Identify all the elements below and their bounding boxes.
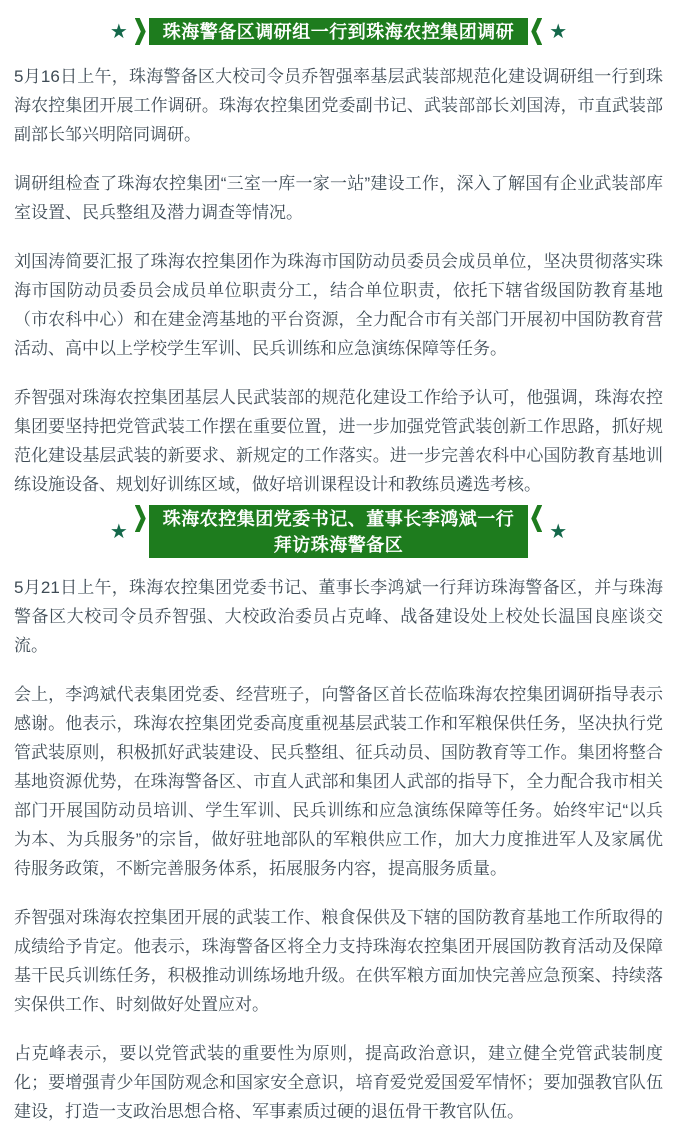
section-visit-report-2 [14, 505, 663, 1126]
ribbon-notch-left-icon [135, 18, 146, 45]
star-icon: ★ [549, 520, 568, 543]
paragraph: 5月16日上午，珠海警备区大校司令员乔智强率基层武装部规范化建设调研组一行到珠海农控集团开展工作调研。珠海农控集团党委副书记、武装部部长刘国涛，市直武装部副部长邹兴明陪同调研。 [14, 67, 663, 144]
paragraph: 乔智强对珠海农控集团基层人民武装部的规范化建设工作给予认可，他强调，珠海农控集团要坚持把党管武装工作摆在重要位置，进一步加强党管武装创新工作思路，抓好规范化建设基层武装的新要求、新规定的工作落实。进一步完善农科中心国防教育基地训练设施设备、规划好训练区域，做好培训课程设计和教练员遴选考核。 [14, 388, 663, 494]
section-1-title-ribbon [149, 18, 529, 45]
section-2-title-ribbon [149, 505, 529, 558]
paragraph: 5月21日上午，珠海农控集团党委书记、董事长李鸿斌一行拜访珠海警备区，并与珠海警备区大校司令员乔智强、大校政治委员占克峰、战备建设处上校处长温国良座谈交流。 [14, 578, 663, 655]
section-visit-report-1 [14, 18, 663, 499]
section-title-line: 拜访珠海警备区 [273, 535, 404, 555]
star-icon: ★ [109, 520, 128, 543]
star-icon: ★ [109, 20, 128, 43]
paragraph: 占克峰表示，要以党管武装的重要性为原则，提高政治意识，建立健全党管武装制度化；要增强青少年国防观念和国家安全意识，培育爱党爱国爱军情怀；要加强教官队伍建设，打造一支政治思想合格、军事素质过硬的退伍骨干教官队伍。 [14, 1044, 663, 1121]
section-1-body [14, 62, 663, 499]
ribbon-notch-right-icon [531, 18, 542, 45]
ribbon-notch-right-icon [531, 505, 542, 532]
section-title-line: 珠海警备区调研组一行到珠海农控集团调研 [162, 22, 515, 42]
ribbon-notch-left-icon [135, 505, 146, 532]
section-2-banner [14, 505, 663, 558]
paragraph: 刘国涛简要汇报了珠海农控集团作为珠海市国防动员委员会成员单位，坚决贯彻落实珠海市国防动员委员会成员单位职责分工，结合单位职责，依托下辖省级国防教育基地（市农科中心）和在建金湾基地的平台资源，全力配合市有关部门开展初中国防教育营活动、高中以上学校学生军训、民兵训练和应急演练保障等任务。 [14, 252, 663, 358]
section-1-banner [14, 18, 663, 45]
paragraph: 调研组检查了珠海农控集团“三室一库一家一站”建设工作，深入了解国有企业武装部库室设置、民兵整组及潜力调查等情况。 [14, 174, 663, 222]
section-2-body [14, 573, 663, 1126]
paragraph: 乔智强对珠海农控集团开展的武装工作、粮食保供及下辖的国防教育基地工作所取得的成绩给予肯定。他表示，珠海警备区将全力支持珠海农控集团开展国防教育活动及保障基干民兵训练任务，积极推动训练场地升级。在供军粮方面加快完善应急预案、持续落实保供工作、时刻做好处置应对。 [14, 908, 663, 1014]
star-icon: ★ [549, 20, 568, 43]
paragraph: 会上，李鸿斌代表集团党委、经营班子，向警备区首长莅临珠海农控集团调研指导表示感谢。他表示，珠海农控集团党委高度重视基层武装工作和军粮保供任务，坚决执行党管武装原则，积极抓好武装建设、民兵整组、征兵动员、国防教育等工作。集团将整合基地资源优势，在珠海警备区、市直人武部和集团人武部的指导下，全力配合我市相关部门开展国防动员培训、学生军训、民兵训练和应急演练保障等任务。始终牢记“以兵为本、为兵服务”的宗旨，做好驻地部队的军粮供应工作，加大力度推进军人及家属优待服务政策，不断完善服务体系，拓展服务内容，提高服务质量。 [14, 685, 663, 878]
section-title-line: 珠海农控集团党委书记、董事长李鸿斌一行 [162, 509, 515, 529]
